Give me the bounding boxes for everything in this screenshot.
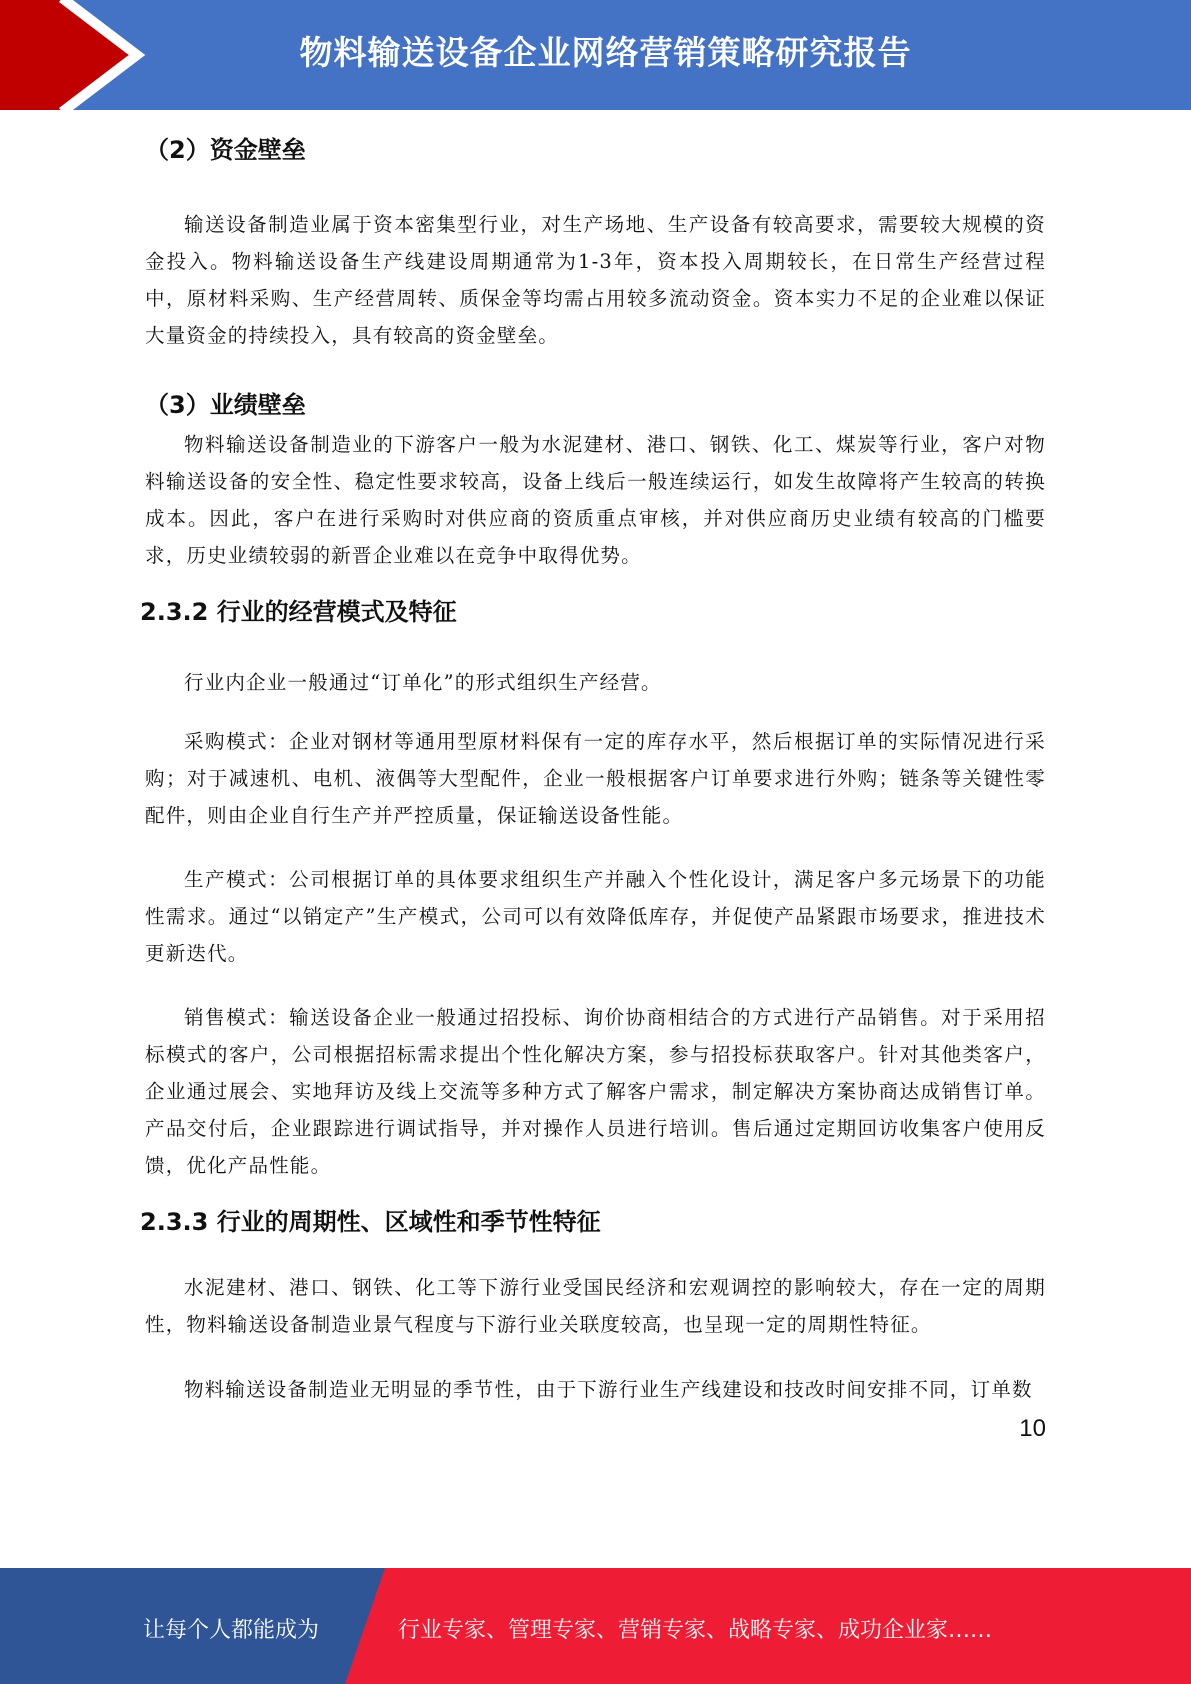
paragraph: 采购模式：企业对钢材等通用型原材料保有一定的库存水平，然后根据订单的实际情况进行采购；对于减速机、电机、液偶等大型配件，企业一般根据客户订单要求进行外购；链条等关键性零配件，则由企业自行生产并严控质量，保证输送设备性能。 — [145, 730, 1046, 827]
page-header — [0, 0, 1191, 110]
report-title: 物料输送设备企业网络营销策略研究报告 — [299, 33, 912, 72]
paragraph: 生产模式：公司根据订单的具体要求组织生产并融入个性化设计，满足客户多元场景下的功能性需求。通过“以销定产”生产模式，公司可以有效降低库存，并促使产品紧跟市场要求，推进技术更新迭代。 — [145, 868, 1046, 965]
heading-capital-barrier: （2）资金壁垒 — [145, 136, 306, 164]
heading-business-model: 2.3.2 行业的经营模式及特征 — [140, 598, 457, 626]
heading-performance-barrier: （3）业绩壁垒 — [145, 391, 306, 419]
paragraph: 输送设备制造业属于资本密集型行业，对生产场地、生产设备有较高要求，需要较大规模的资金投入。物料输送设备生产线建设周期通常为1-3年，资本投入周期较长，在日常生产经营过程中，原材料采购、生产经营周转、质保金等均需占用较多流动资金。资本实力不足的企业难以保证大量资金的持续投入，具有较高的资金壁垒。 — [145, 213, 1046, 347]
footer-slogan-left: 让每个人都能成为 — [143, 1618, 320, 1643]
paragraph: 水泥建材、港口、钢铁、化工等下游行业受国民经济和宏观调控的影响较大，存在一定的周期性，物料输送设备制造业景气程度与下游行业关联度较高，也呈现一定的周期性特征。 — [145, 1276, 1046, 1336]
paragraph: 行业内企业一般通过“订单化”的形式组织生产经营。 — [184, 671, 662, 694]
paragraph: 物料输送设备制造业的下游客户一般为水泥建材、港口、钢铁、化工、煤炭等行业，客户对物料输送设备的安全性、稳定性要求较高，设备上线后一般连续运行，如发生故障将产生较高的转换成本。因此，客户在进行采购时对供应商的资质重点审核，并对供应商历史业绩有较高的门槛要求，历史业绩较弱的新晋企业难以在竞争中取得优势。 — [145, 433, 1046, 567]
paragraph: 物料输送设备制造业无明显的季节性，由于下游行业生产线建设和技改时间安排不同，订单数 — [184, 1378, 1033, 1401]
paragraph: 销售模式：输送设备企业一般通过招投标、询价协商相结合的方式进行产品销售。对于采用招标模式的客户，公司根据招标需求提出个性化解决方案，参与招投标获取客户。针对其他类客户，企业通过展会、实地拜访及线上交流等多种方式了解客户需求，制定解决方案协商达成销售订单。产品交付后，企业跟踪进行调试指导，并对操作人员进行培训。售后通过定期回访收集客户使用反馈，优化产品性能。 — [145, 1006, 1046, 1177]
footer-slogan-right: 行业专家、管理专家、营销专家、战略专家、成功企业家…… — [398, 1618, 993, 1643]
page-number: 10 — [1019, 1415, 1046, 1442]
heading-cyclicality: 2.3.3 行业的周期性、区域性和季节性特征 — [140, 1208, 601, 1236]
